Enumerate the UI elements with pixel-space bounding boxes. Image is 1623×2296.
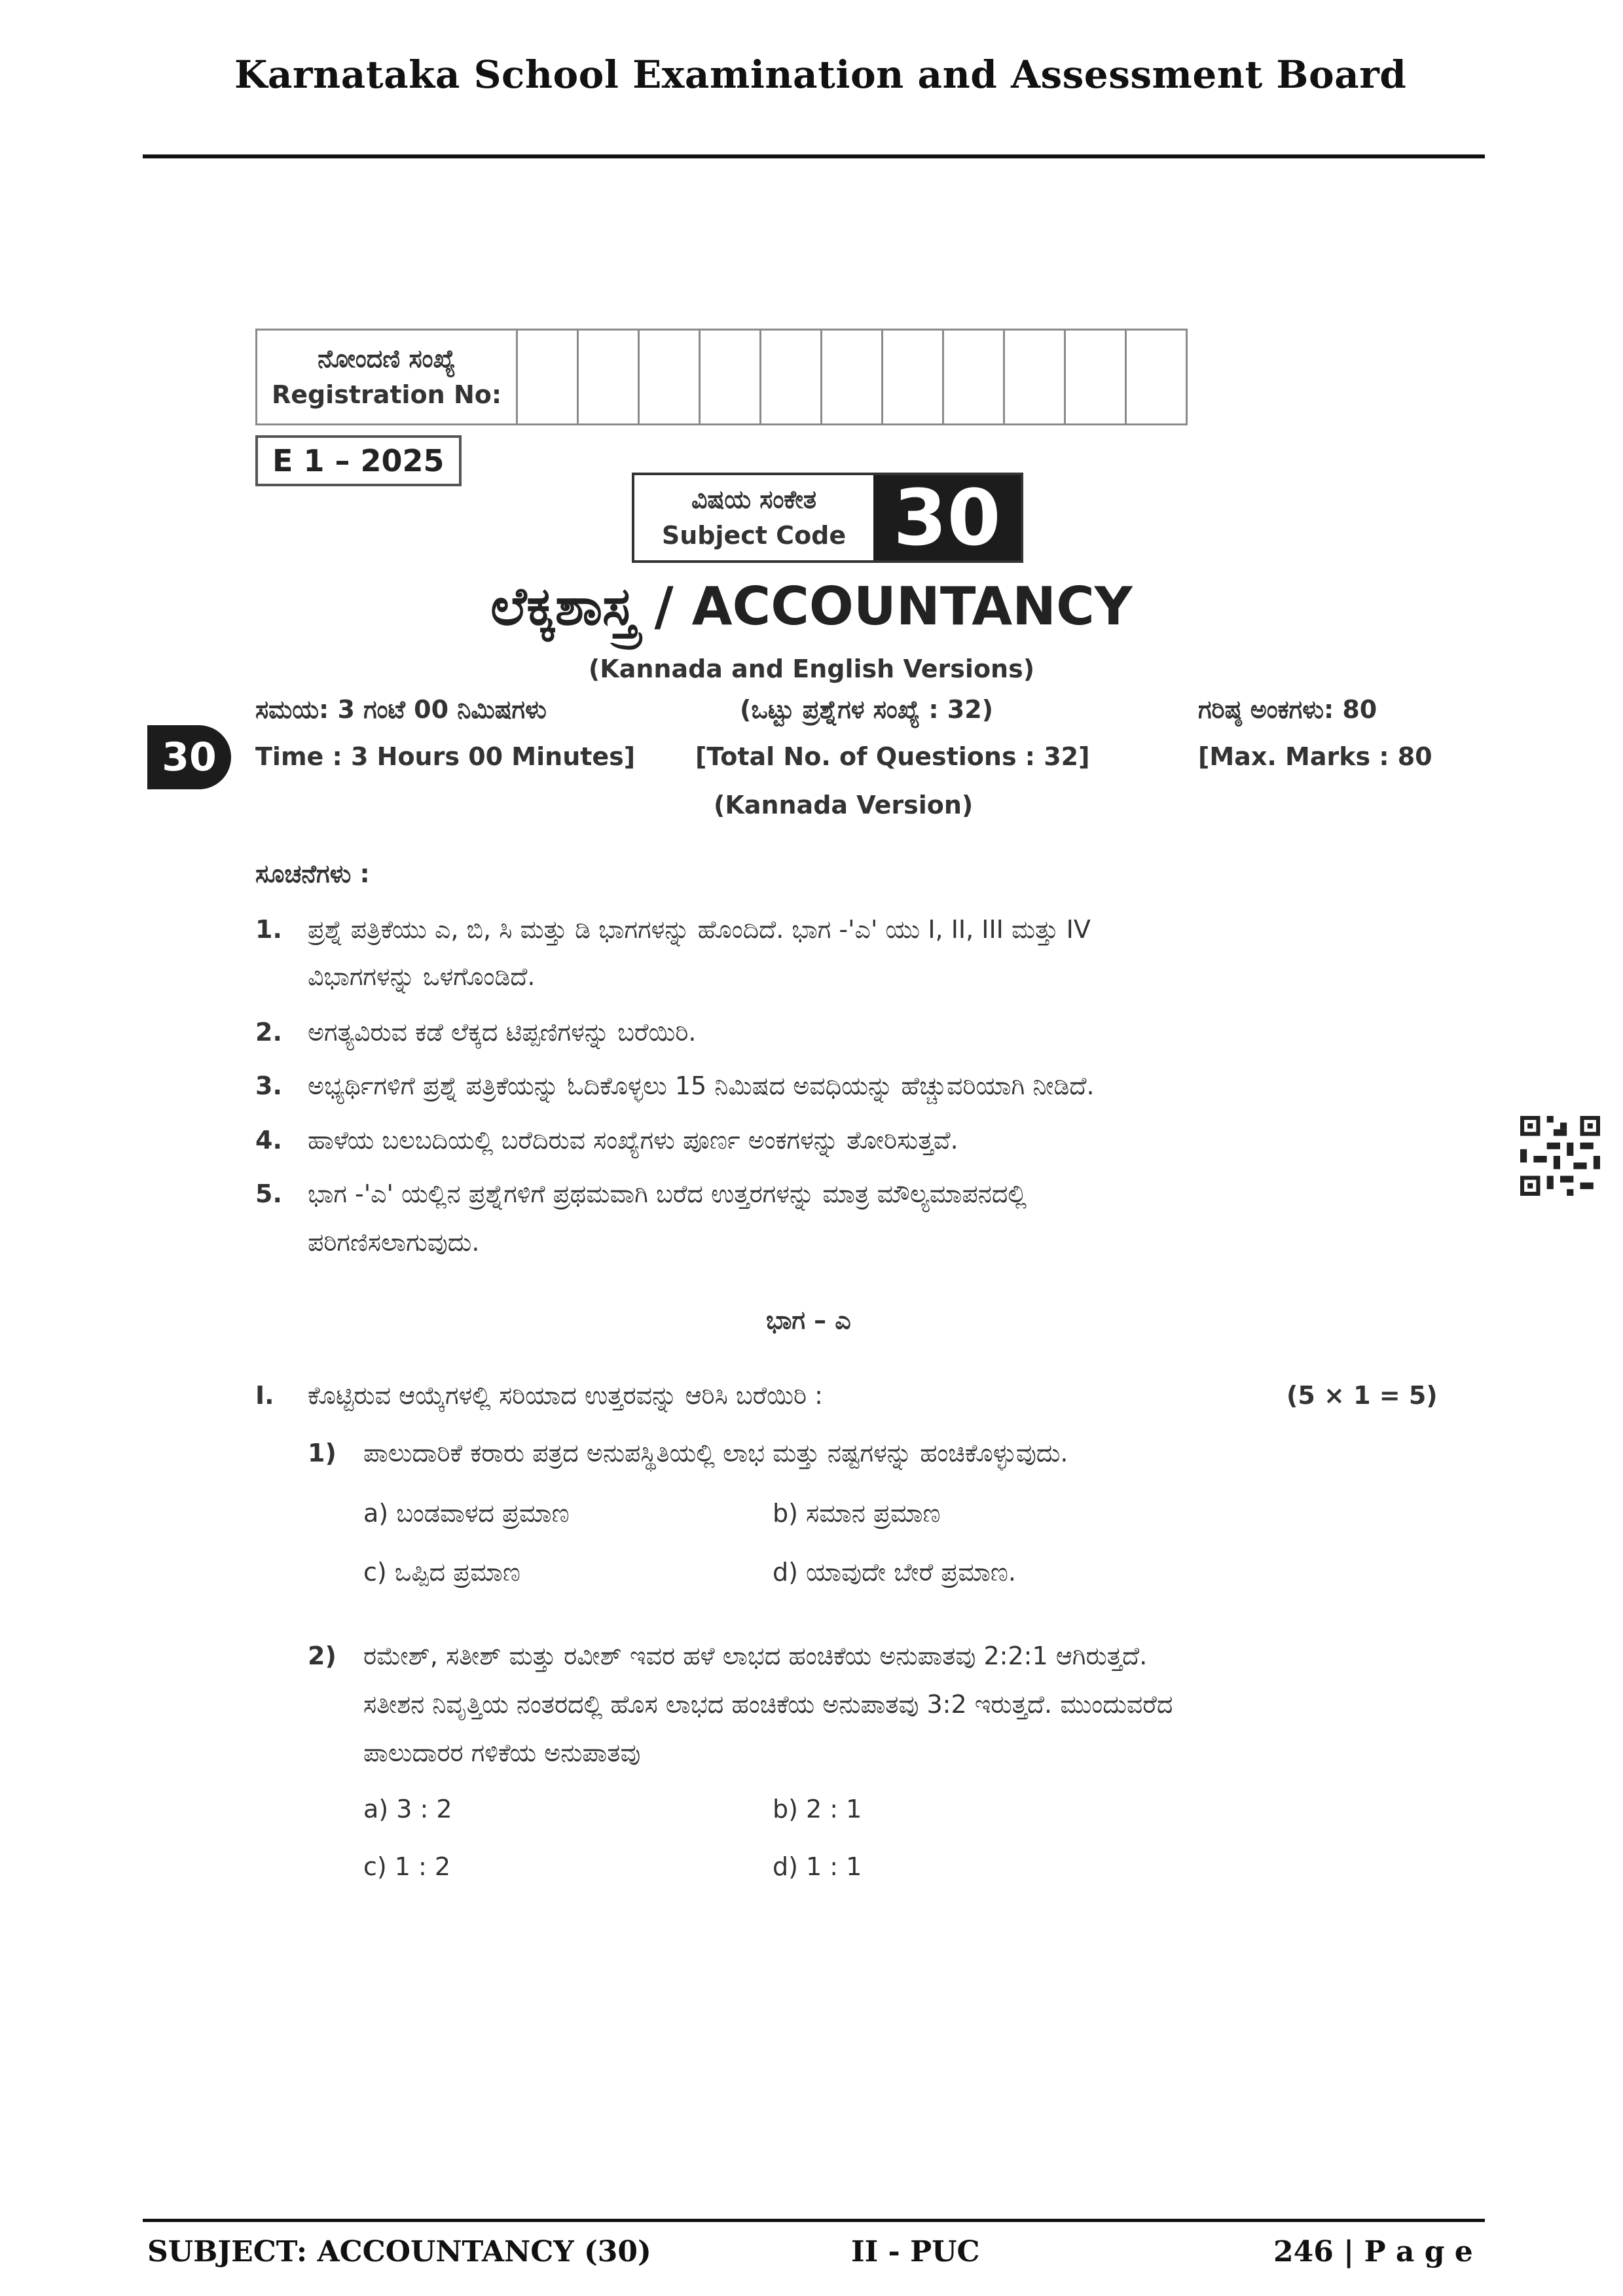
time-en: Time : 3 Hours 00 Minutes]: [255, 742, 636, 771]
qr-code-icon: [1520, 1116, 1600, 1196]
footer-class: II - PUC: [851, 2235, 980, 2269]
option-d: d) ಯಾವುದೇ ಬೇರೆ ಪ್ರಮಾಣ.: [773, 1558, 1016, 1587]
time-kn: ಸಮಯ: 3 ಗಂಟೆ 00 ನಿಮಿಷಗಳು: [255, 695, 547, 724]
registration-label-en: Registration No:: [271, 380, 502, 409]
option-d: d) 1 : 1: [773, 1852, 862, 1881]
subject-code-label-kn: ವಿಷಯ ಸಂಕೇತ: [691, 484, 816, 514]
section-marks: (5 × 1 = 5): [1286, 1381, 1438, 1410]
header-divider: [143, 154, 1485, 158]
option-b: b) ಸಮಾನ ಪ್ರಮಾಣ: [773, 1499, 941, 1528]
exam-code: E 1 – 2025: [255, 435, 462, 486]
instruction-text: ವಿಭಾಗಗಳನ್ನು ಒಳಗೊಂಡಿದೆ.: [308, 962, 536, 991]
question-text: ಪಾಲುದಾರರ ಗಳಿಕೆಯ ಅನುಪಾತವು: [363, 1738, 641, 1767]
registration-box[interactable]: [761, 331, 822, 423]
marks-en: [Max. Marks : 80: [1198, 742, 1432, 771]
option-a: a) ಬಂಡವಾಳದ ಪ್ರಮಾಣ: [363, 1499, 570, 1528]
registration-box[interactable]: [701, 331, 761, 423]
registration-box[interactable]: [883, 331, 944, 423]
question-text: ರಮೇಶ್, ಸತೀಶ್ ಮತ್ತು ರವೀಶ್ ಇವರ ಹಳೆ ಲಾಭದ ಹಂಚಿಕೆಯ ಅನುಪಾತವು 2:2:1 ಆಗಿರುತ್ತದೆ.: [363, 1641, 1148, 1670]
registration-box[interactable]: [1066, 331, 1127, 423]
registration-box[interactable]: [1005, 331, 1066, 423]
footer-page-number: 246 | P a g e: [1273, 2235, 1473, 2269]
question-text: ಸತೀಶನ ನಿವೃತ್ತಿಯ ನಂತರದಲ್ಲಿ ಹೊಸ ಲಾಭದ ಹಂಚಿಕೆಯ ಅನುಪಾತವು 3:2 ಇರುತ್ತದೆ. ಮುಂದುವರೆದ: [363, 1690, 1173, 1719]
instruction-number: 1.: [255, 915, 282, 944]
paper-title: ಲೆಕ್ಕಶಾಸ್ತ್ರ / ACCOUNTANCY: [490, 576, 1133, 637]
registration-label: [257, 331, 518, 423]
instructions-heading: ಸೂಚನೆಗಳು :: [255, 859, 370, 888]
subject-code-label: [634, 475, 873, 560]
instruction-text: ಪರಿಗಣಿಸಲಾಗುವುದು.: [308, 1228, 480, 1257]
option-c: c) ಒಪ್ಪಿದ ಪ್ರಮಾಣ: [363, 1558, 520, 1587]
instruction-number: 5.: [255, 1179, 282, 1208]
part-heading: ಭಾಗ – ಎ: [766, 1306, 851, 1335]
question-number: 1): [308, 1439, 337, 1467]
option-b: b) 2 : 1: [773, 1795, 862, 1823]
instruction-text: ಭಾಗ -'ಎ' ಯಲ್ಲಿನ ಪ್ರಶ್ನೆಗಳಿಗೆ ಪ್ರಥಮವಾಗಿ ಬರೆದ ಉತ್ತರಗಳನ್ನು ಮಾತ್ರ ಮೌಲ್ಯಮಾಪನದಲ್ಲಿ: [308, 1179, 1027, 1208]
instruction-number: 3.: [255, 1071, 282, 1100]
question-text: ಪಾಲುದಾರಿಕೆ ಕರಾರು ಪತ್ರದ ಅನುಪಸ್ಥಿತಿಯಲ್ಲಿ ಲಾಭ ಮತ್ತು ನಷ್ಟಗಳನ್ನು ಹಂಚಿಕೊಳ್ಳುವುದು.: [363, 1439, 1068, 1467]
option-c: c) 1 : 2: [363, 1852, 451, 1881]
marks-kn: ಗರಿಷ್ಠ ಅಂಕಗಳು: 80: [1198, 695, 1377, 724]
questions-kn: (ಒಟ್ಟು ಪ್ರಶ್ನೆಗಳ ಸಂಖ್ಯೆ : 32): [740, 695, 994, 724]
instruction-number: 2.: [255, 1018, 282, 1047]
instruction-text: ಅಗತ್ಯವಿರುವ ಕಡೆ ಲೆಕ್ಕದ ಟಿಪ್ಪಣಿಗಳನ್ನು ಬರೆಯಿರಿ.: [308, 1018, 697, 1047]
board-title: Karnataka School Examination and Assessment Board: [234, 52, 1407, 97]
instruction-text: ಅಭ್ಯರ್ಥಿಗಳಿಗೆ ಪ್ರಶ್ನೆ ಪತ್ರಿಕೆಯನ್ನು ಓದಿಕೊಳ್ಳಲು 15 ನಿಮಿಷದ ಅವಧಿಯನ್ನು ಹೆಚ್ಚುವರಿಯಾಗಿ ನೀಡಿದೆ.: [308, 1071, 1095, 1100]
registration-box[interactable]: [579, 331, 640, 423]
footer-subject: SUBJECT: ACCOUNTANCY (30): [147, 2235, 651, 2269]
option-a: a) 3 : 2: [363, 1795, 452, 1823]
subject-code-value: 30: [873, 475, 1021, 560]
questions-en: [Total No. of Questions : 32]: [695, 742, 1090, 771]
subject-code-box: [632, 473, 1023, 563]
registration-table: [255, 329, 1188, 425]
version-label: (Kannada Version): [714, 791, 974, 819]
instruction-text: ಹಾಳೆಯ ಬಲಬದಿಯಲ್ಲಿ ಬರೆದಿರುವ ಸಂಖ್ಯೆಗಳು ಪೂರ್ಣ ಅಂಕಗಳನ್ನು ತೋರಿಸುತ್ತವೆ.: [308, 1126, 958, 1155]
subject-code-label-en: Subject Code: [661, 521, 847, 550]
registration-box[interactable]: [1127, 331, 1186, 423]
instruction-text: ಪ್ರಶ್ನೆ ಪತ್ರಿಕೆಯು ಎ, ಬಿ, ಸಿ ಮತ್ತು ಡಿ ಭಾಗಗಳನ್ನು ಹೊಂದಿದೆ. ಭಾಗ -'ಎ' ಯು I, II, III ಮತ್ತು IV: [308, 915, 1091, 944]
instruction-number: 4.: [255, 1126, 282, 1155]
registration-box[interactable]: [640, 331, 701, 423]
section-instruction: ಕೊಟ್ಟಿರುವ ಆಯ್ಕೆಗಳಲ್ಲಿ ಸರಿಯಾದ ಉತ್ತರವನ್ನು ಆರಿಸಿ ಬರೆಯಿರಿ :: [308, 1381, 823, 1410]
paper-subtitle: (Kannada and English Versions): [588, 655, 1035, 683]
section-number: I.: [255, 1381, 274, 1410]
question-number: 2): [308, 1641, 337, 1670]
side-badge: 30: [147, 725, 231, 789]
footer-divider: [143, 2219, 1485, 2222]
registration-label-kn: ನೋಂದಣಿ ಸಂಖ್ಯೆ: [318, 344, 456, 373]
registration-box[interactable]: [944, 331, 1005, 423]
registration-box[interactable]: [518, 331, 579, 423]
registration-box[interactable]: [822, 331, 883, 423]
